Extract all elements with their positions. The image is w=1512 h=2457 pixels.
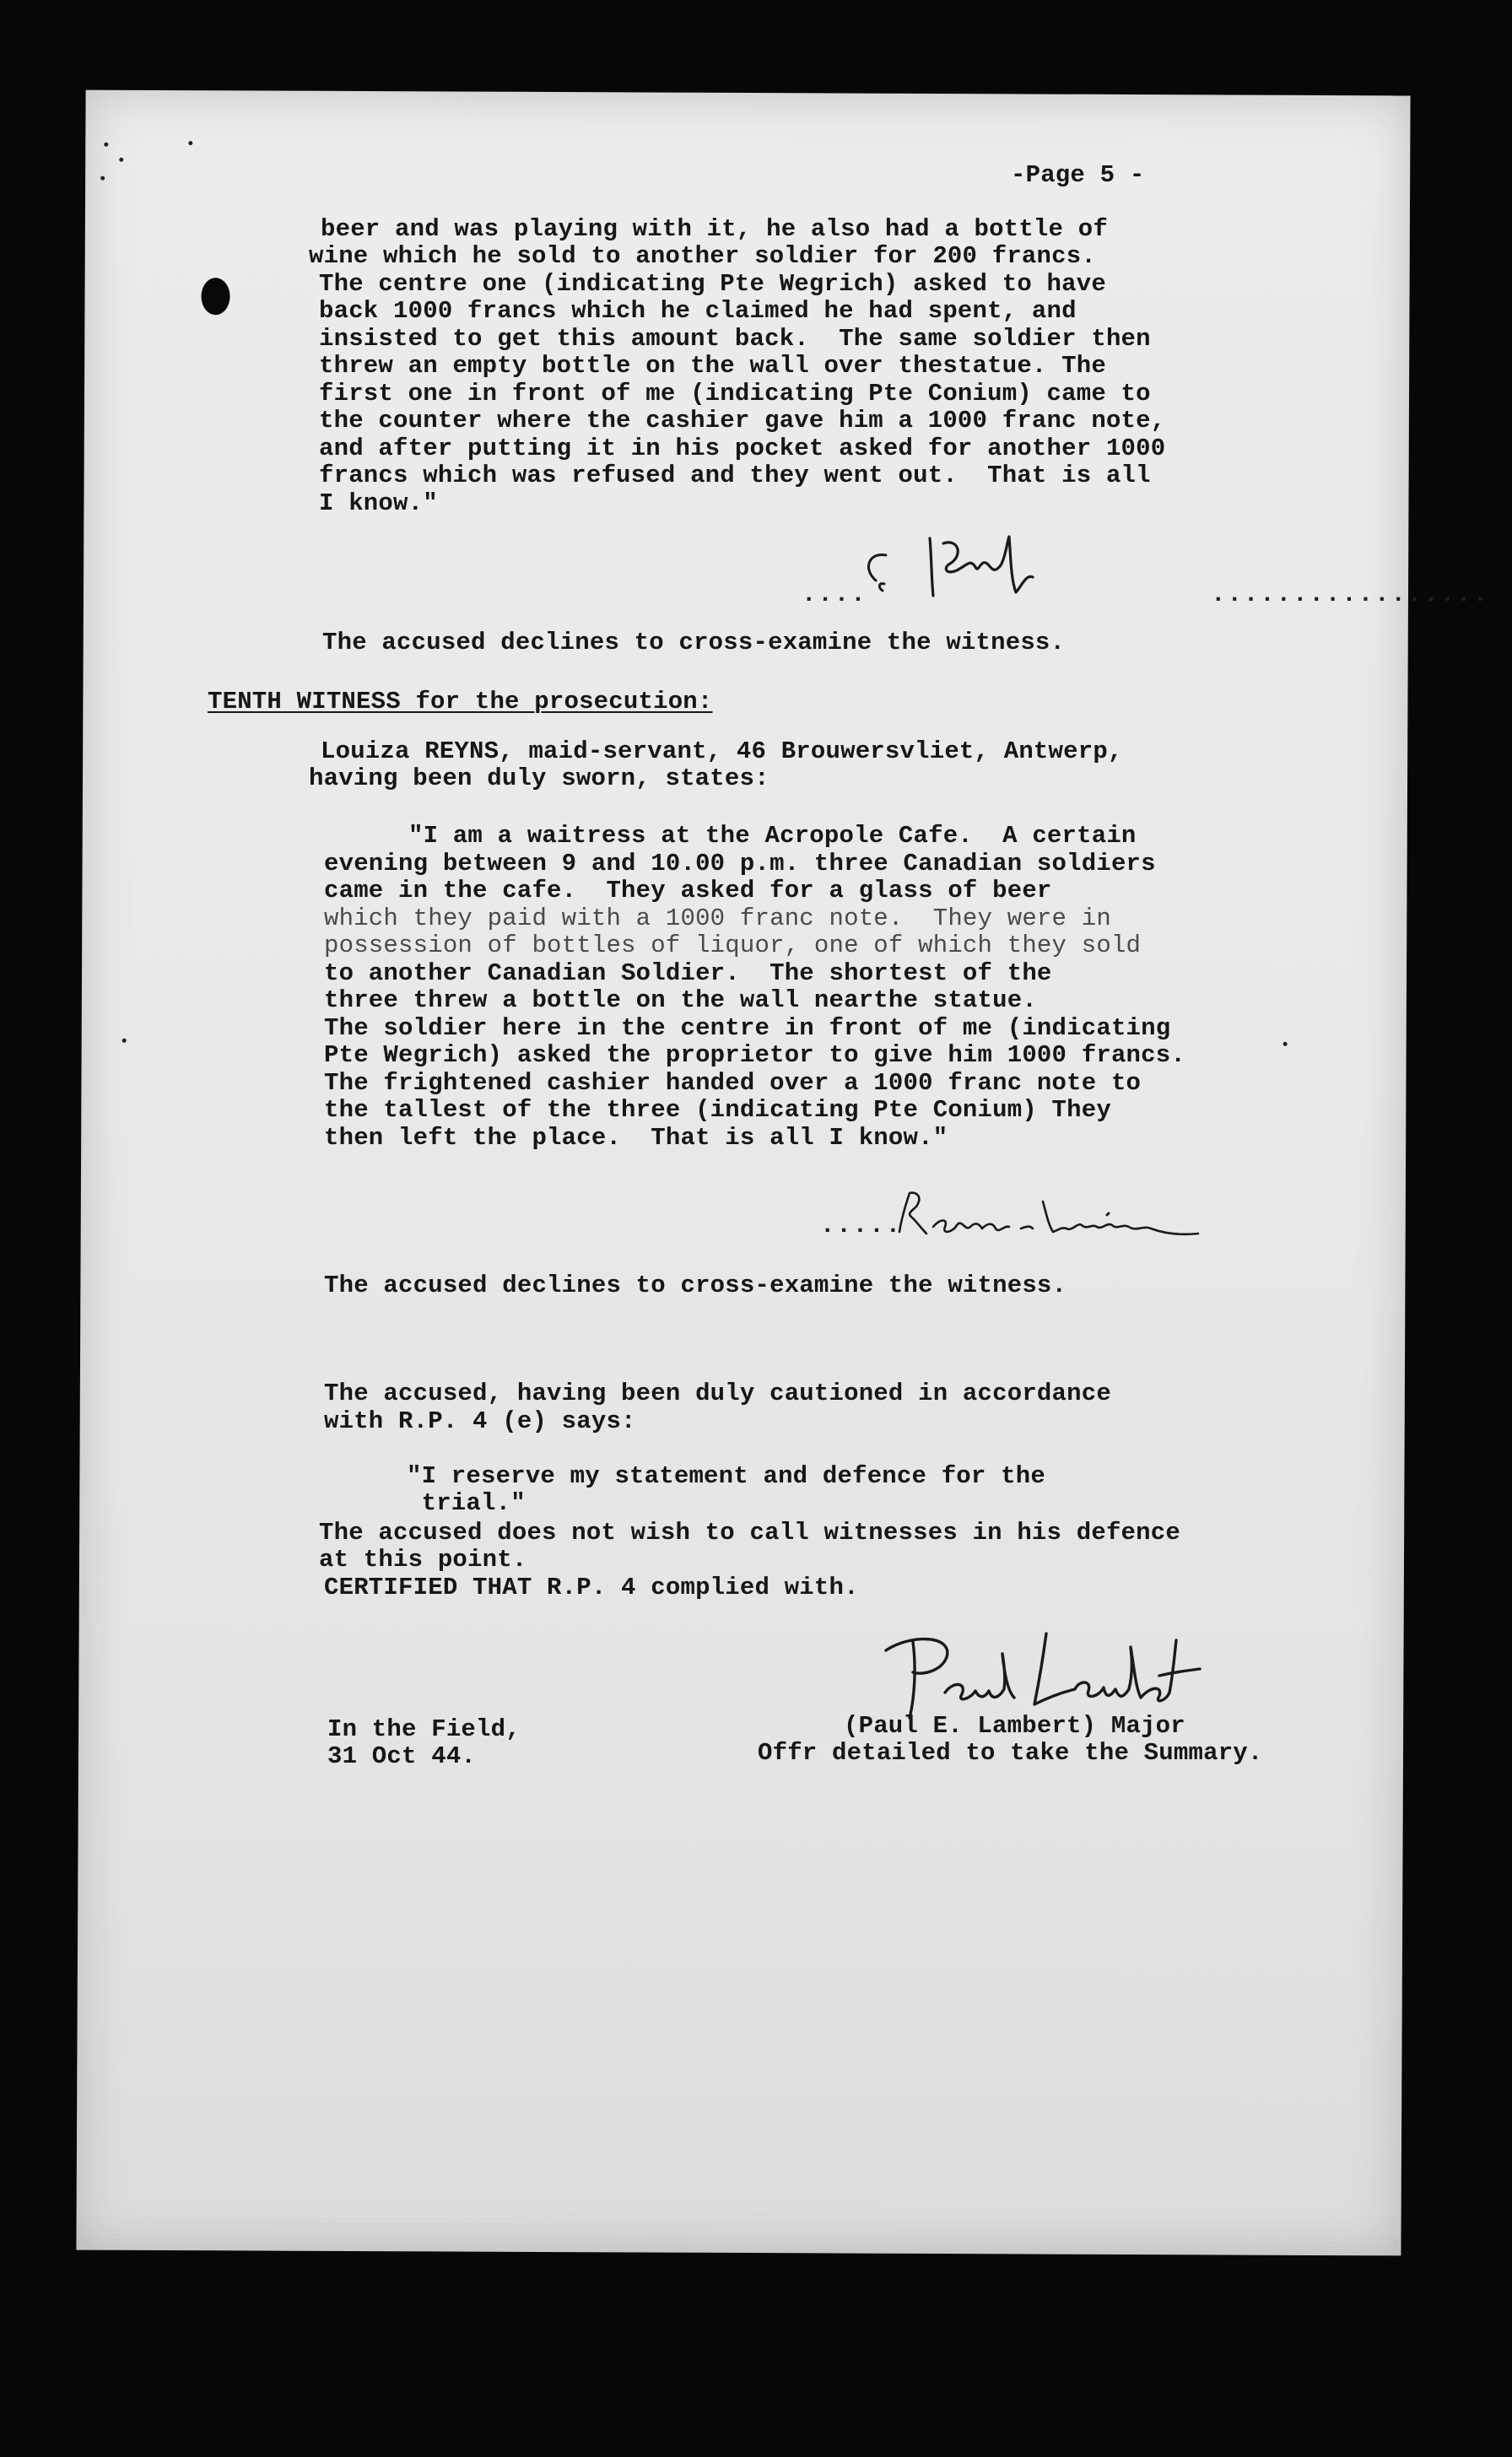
no-witnesses-line: at this point. — [319, 1546, 527, 1574]
statement-line: The soldier here in the centre in front of me (indicating — [324, 1014, 1171, 1042]
witness-signature-text: C. Cickler — [861, 553, 1022, 590]
statement-line: "I am a waitress at the Acropole Cafe. A certain — [408, 822, 1137, 850]
statement-line: back 1000 francs which he claimed he had spent, and — [319, 297, 1077, 325]
witness-signature — [894, 1185, 1308, 1261]
statement-line: the counter where the cashier gave him a 1000 franc note, — [319, 407, 1166, 435]
paper-speck — [100, 176, 105, 181]
witness-intro-line: having been duly sworn, states: — [309, 764, 770, 792]
statement-line: insisted to get this amount back. The same soldier then — [319, 325, 1151, 353]
paper-speck — [122, 1039, 127, 1043]
statement-line: The frightened cashier handed over a 1000 franc note to — [324, 1069, 1142, 1097]
statement-line: three threw a bottle on the wall nearthe statue. — [324, 986, 1037, 1014]
accused-statement-line: trial." — [407, 1489, 526, 1517]
statement-line: possession of bottles of liquor, one of which they sold — [324, 932, 1142, 959]
witness-signature-text: Reyns. Louisa — [903, 1206, 1129, 1243]
caution-line: with R.P. 4 (e) says: — [324, 1407, 636, 1435]
officer-name-line: (Paul E. Lambert) Major — [844, 1712, 1185, 1740]
statement-line: I know." — [319, 489, 438, 517]
signature-line: .... ................. — [802, 580, 1489, 608]
statement-line: The centre one (indicating Pte Wegrich) asked to have — [319, 270, 1106, 298]
statement-line: to another Canadian Soldier. The shortest of the — [324, 959, 1052, 987]
certified-line: CERTIFIED THAT R.P. 4 complied with. — [324, 1574, 859, 1601]
witness-signature — [852, 515, 1105, 608]
declines-cross-exam: The accused declines to cross-examine the witness. — [324, 1272, 1067, 1299]
statement-line: francs which was refused and they went out. That is all — [319, 462, 1151, 489]
signature-line: ..... — [820, 1212, 903, 1239]
officer-signature — [835, 1617, 1232, 1726]
statement-line: beer and was playing with it, he also had a bottle of — [321, 215, 1108, 243]
statement-line: threw an empty bottle on the wall over thestatue. The — [319, 352, 1106, 380]
statement-line: evening between 9 and 10.00 p.m. three Canadian soldiers — [324, 850, 1156, 878]
statement-line: and after putting it in his pocket asked for another 1000 — [319, 435, 1166, 462]
paper-speck — [119, 158, 123, 162]
no-witnesses-line: The accused does not wish to call witnesses in his defence — [319, 1519, 1180, 1547]
statement-line: then left the place. That is all I know." — [324, 1124, 948, 1152]
officer-role-line: Offr detailed to take the Summary. — [758, 1739, 1263, 1767]
declines-cross-exam: The accused declines to cross-examine the witness. — [322, 629, 1066, 656]
page-number: -Page 5 - — [1011, 161, 1145, 189]
witness-intro-line: Louiza REYNS, maid-servant, 46 Brouwersvliet, Antwerp, — [321, 737, 1123, 765]
statement-line: wine which he sold to another soldier for 200 francs. — [309, 242, 1096, 270]
officer-signature-text: Paul Lambert — [886, 1655, 1232, 1714]
caution-line: The accused, having been duly cautioned in accordance — [324, 1380, 1111, 1407]
punch-hole — [201, 278, 230, 315]
statement-line: which they paid with a 1000 franc note. They were in — [324, 904, 1111, 932]
accused-statement-line: "I reserve my statement and defence for the — [407, 1462, 1045, 1490]
statement-line: the tallest of the three (indicating Pte Conium) They — [324, 1096, 1111, 1124]
statement-line: came in the cafe. They asked for a glass of beer — [324, 877, 1052, 904]
date-line: 31 Oct 44. — [327, 1742, 477, 1770]
tenth-witness-heading: TENTH WITNESS for the prosecution: — [208, 688, 713, 716]
paper-speck — [104, 143, 108, 147]
paper-speck — [188, 141, 192, 145]
statement-line: Pte Wegrich) asked the proprietor to give him 1000 francs. — [324, 1041, 1185, 1069]
place-line: In the Field, — [327, 1715, 521, 1743]
paper-speck — [1283, 1042, 1288, 1046]
statement-line: first one in front of me (indicating Pte Conium) came to — [319, 380, 1151, 408]
